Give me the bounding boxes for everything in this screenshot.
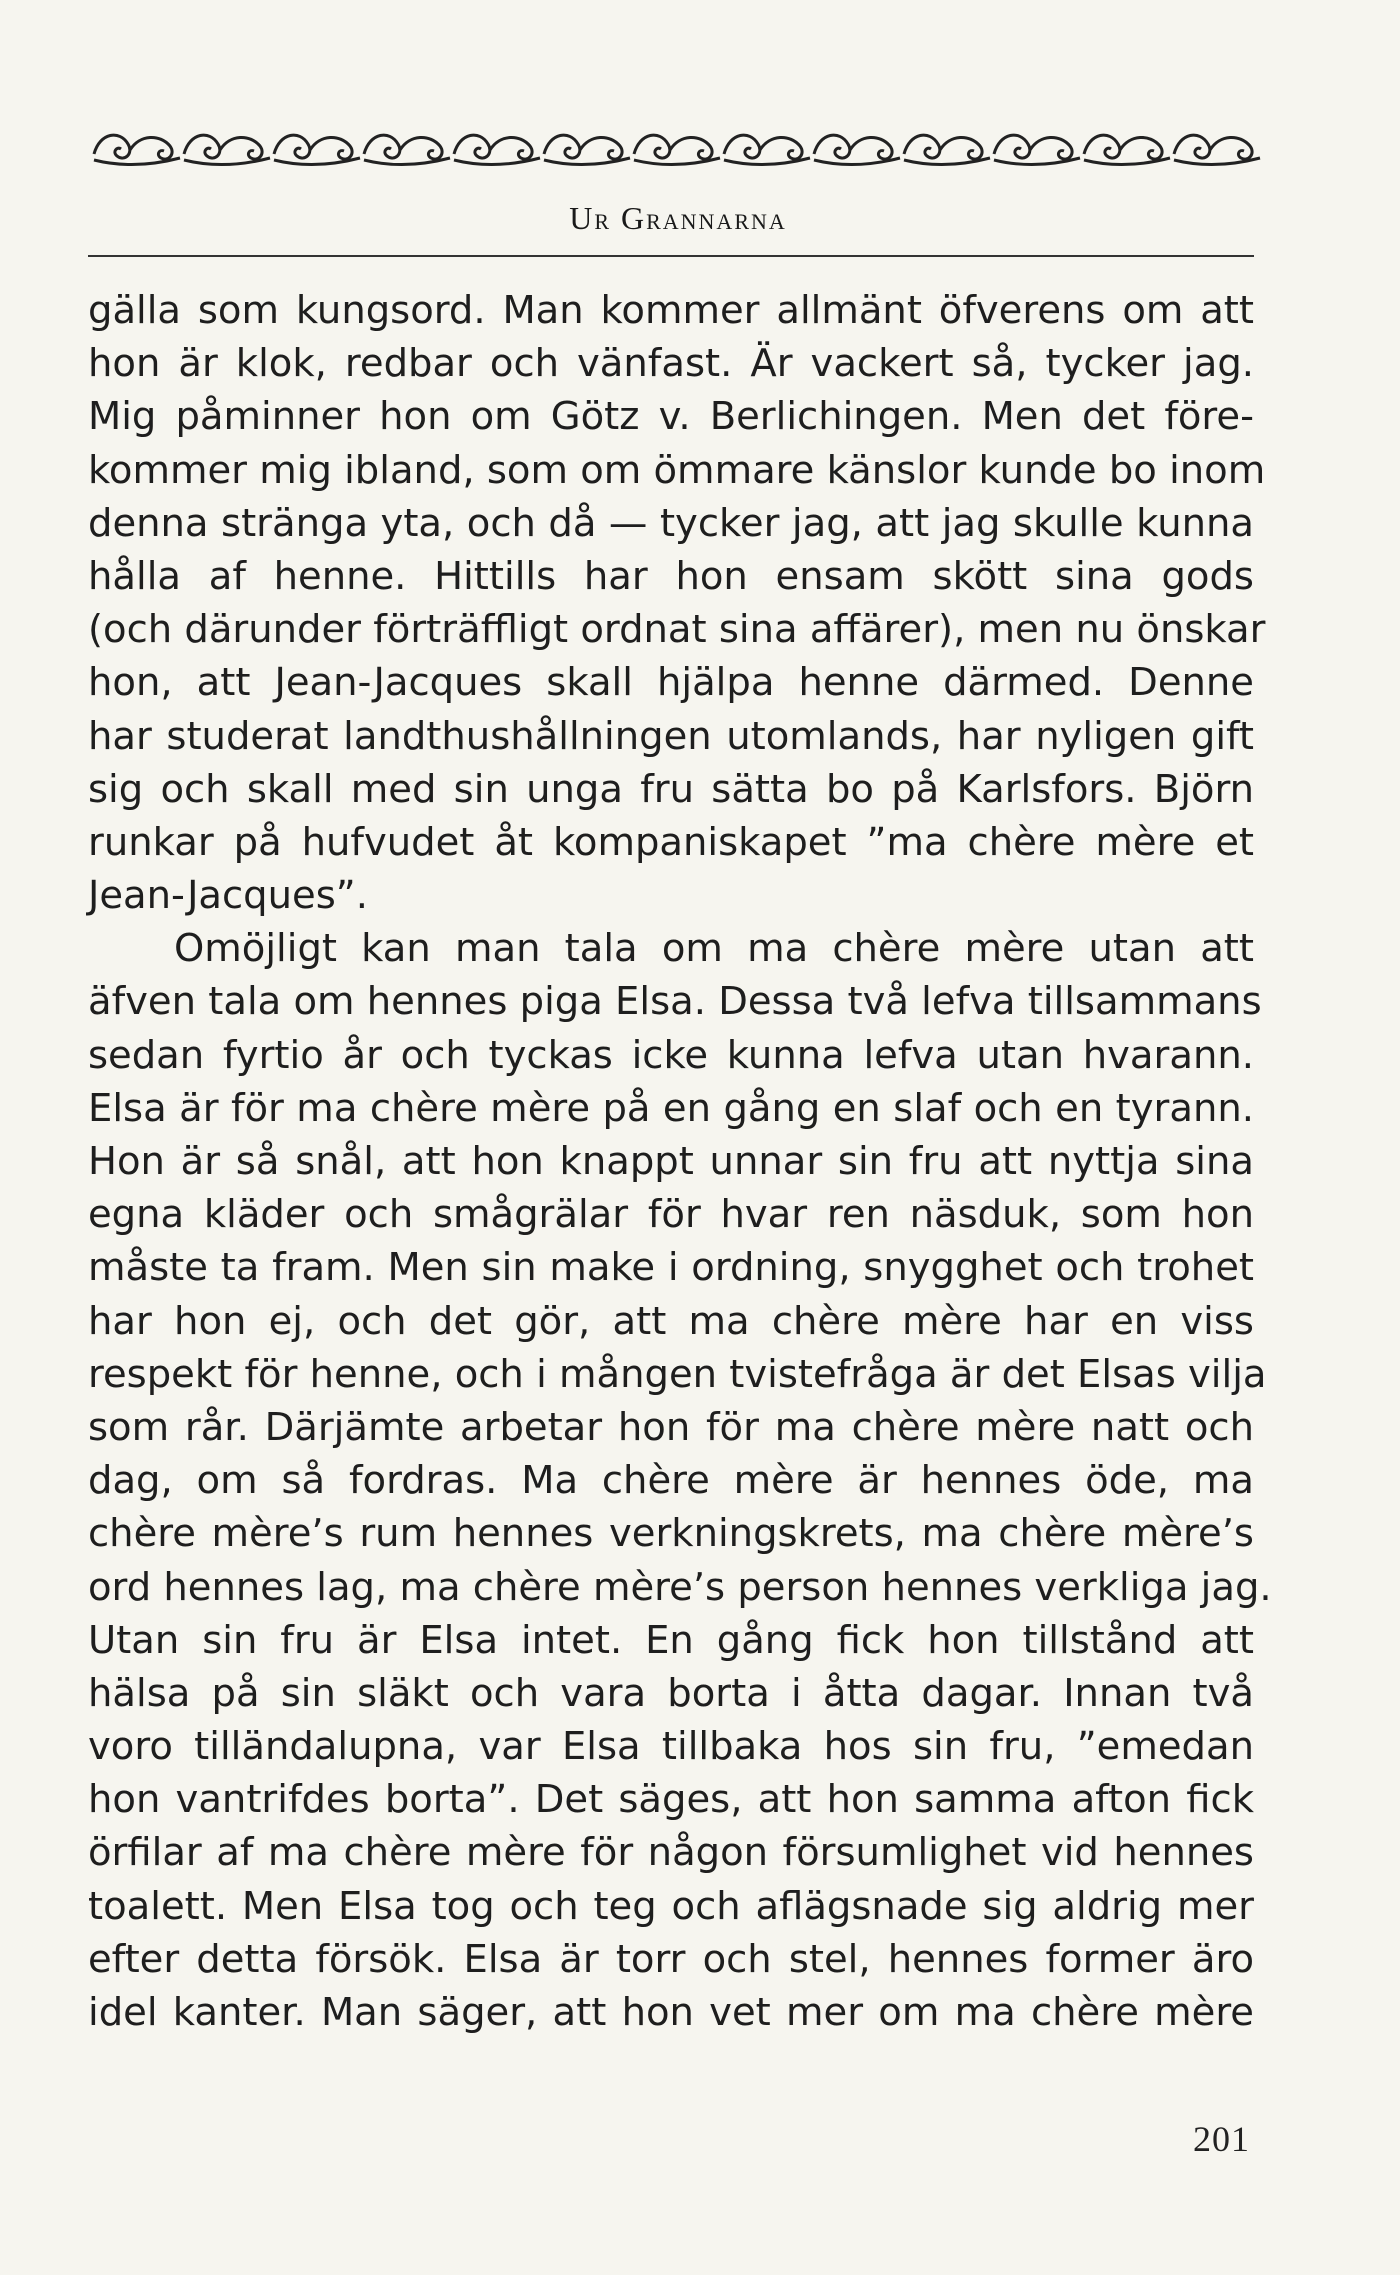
text-line: (och därunder förträffligt ordnat sina affärer), men nu önskar — [88, 607, 1266, 653]
scroll-ornament-segment — [274, 135, 360, 164]
text-line: hålla af henne. Hittills har hon ensam skött sina gods — [88, 553, 1254, 599]
scroll-ornament-segment — [724, 135, 810, 164]
scroll-ornament-segment — [1174, 135, 1260, 164]
text-line: hälsa på sin släkt och vara borta i åtta dagar. Innan två — [88, 1670, 1254, 1716]
text-line: Elsa är för ma chère mère på en gång en slaf och en tyrann. — [88, 1085, 1254, 1131]
text-line: måste ta fram. Men sin make i ordning, snygghet och trohet — [88, 1245, 1254, 1291]
text-line: hon är klok, redbar och vänfast. Är vackert så, tycker jag. — [88, 341, 1254, 387]
text-line: äfven tala om hennes piga Elsa. Dessa två lefva tillsammans — [88, 979, 1262, 1025]
text-line: toalett. Men Elsa tog och teg och aflägsnade sig aldrig mer — [88, 1883, 1254, 1929]
text-line: kommer mig ibland, som om ömmare känslor kunde bo inom — [88, 447, 1266, 493]
text-line: sedan fyrtio år och tyckas icke kunna lefva utan hvarann. — [88, 1032, 1254, 1078]
text-line: Mig påminner hon om Götz v. Berlichingen. Men det före- — [88, 394, 1254, 440]
running-head: Ur Grannarna — [569, 200, 787, 236]
scroll-ornament-segment — [184, 135, 270, 164]
scroll-ornament-segment — [364, 135, 450, 164]
scroll-ornament-segment — [994, 135, 1080, 164]
text-line: gälla som kungsord. Man kommer allmänt öfverens om att — [88, 288, 1254, 333]
text-line: egna kläder och smågrälar för hvar ren näsduk, som hon — [88, 1192, 1254, 1238]
page-number: 201 — [1193, 2119, 1250, 2159]
text-line: som rår. Därjämte arbetar hon för ma chère mère natt och — [88, 1404, 1254, 1450]
header-rule — [88, 255, 1254, 257]
text-line: dag, om så fordras. Ma chère mère är hennes öde, ma — [88, 1458, 1254, 1504]
text-line: hon, att Jean-Jacques skall hjälpa henne därmed. Denne — [88, 660, 1254, 706]
text-line: voro tilländalupna, var Elsa tillbaka hos sin fru, ”emedan — [88, 1724, 1254, 1770]
text-line: Utan sin fru är Elsa intet. En gång fick hon tillstånd att — [88, 1617, 1254, 1663]
scroll-ornament-segment — [904, 135, 990, 164]
text-line: Omöjligt kan man tala om ma chère mère utan att — [174, 926, 1254, 972]
text-line: denna stränga yta, och då — tycker jag, att jag skulle kunna — [88, 500, 1254, 546]
text-line: sig och skall med sin unga fru sätta bo på Karlsfors. Björn — [88, 766, 1254, 812]
body-text — [88, 284, 1272, 2039]
text-line: Jean-Jacques”. — [88, 873, 368, 919]
scroll-ornament-segment — [454, 135, 540, 164]
scroll-ornament-segment — [94, 135, 180, 164]
text-line: örfilar af ma chère mère för någon försumlighet vid hennes — [88, 1830, 1254, 1876]
text-line: respekt för henne, och i mången tvistefråga är det Elsas vilja — [88, 1351, 1267, 1397]
scroll-border-ornament — [88, 120, 1268, 178]
text-line: har studerat landthushållningen utomlands, har nyligen gift — [88, 713, 1254, 759]
text-line: ord hennes lag, ma chère mère’s person hennes verkliga jag. — [88, 1564, 1272, 1610]
text-line: Hon är så snål, att hon knappt unnar sin fru att nyttja sina — [88, 1139, 1254, 1184]
text-line: runkar på hufvudet åt kompaniskapet ”ma chère mère et — [88, 819, 1254, 865]
text-line: idel kanter. Man säger, att hon vet mer om ma chère mère — [88, 1990, 1254, 2035]
text-line: chère mère’s rum hennes verkningskrets, ma chère mère’s — [88, 1511, 1254, 1557]
text-line: efter detta försök. Elsa är torr och stel, hennes former äro — [88, 1936, 1254, 1982]
scroll-ornament-segment — [1084, 135, 1170, 164]
scroll-ornament-segment — [544, 135, 630, 164]
scroll-ornament-segment — [634, 135, 720, 164]
text-line: har hon ej, och det gör, att ma chère mère har en viss — [88, 1298, 1254, 1344]
scroll-ornament-segment — [814, 135, 900, 164]
text-line: hon vantrifdes borta”. Det säges, att hon samma afton fick — [88, 1777, 1254, 1823]
